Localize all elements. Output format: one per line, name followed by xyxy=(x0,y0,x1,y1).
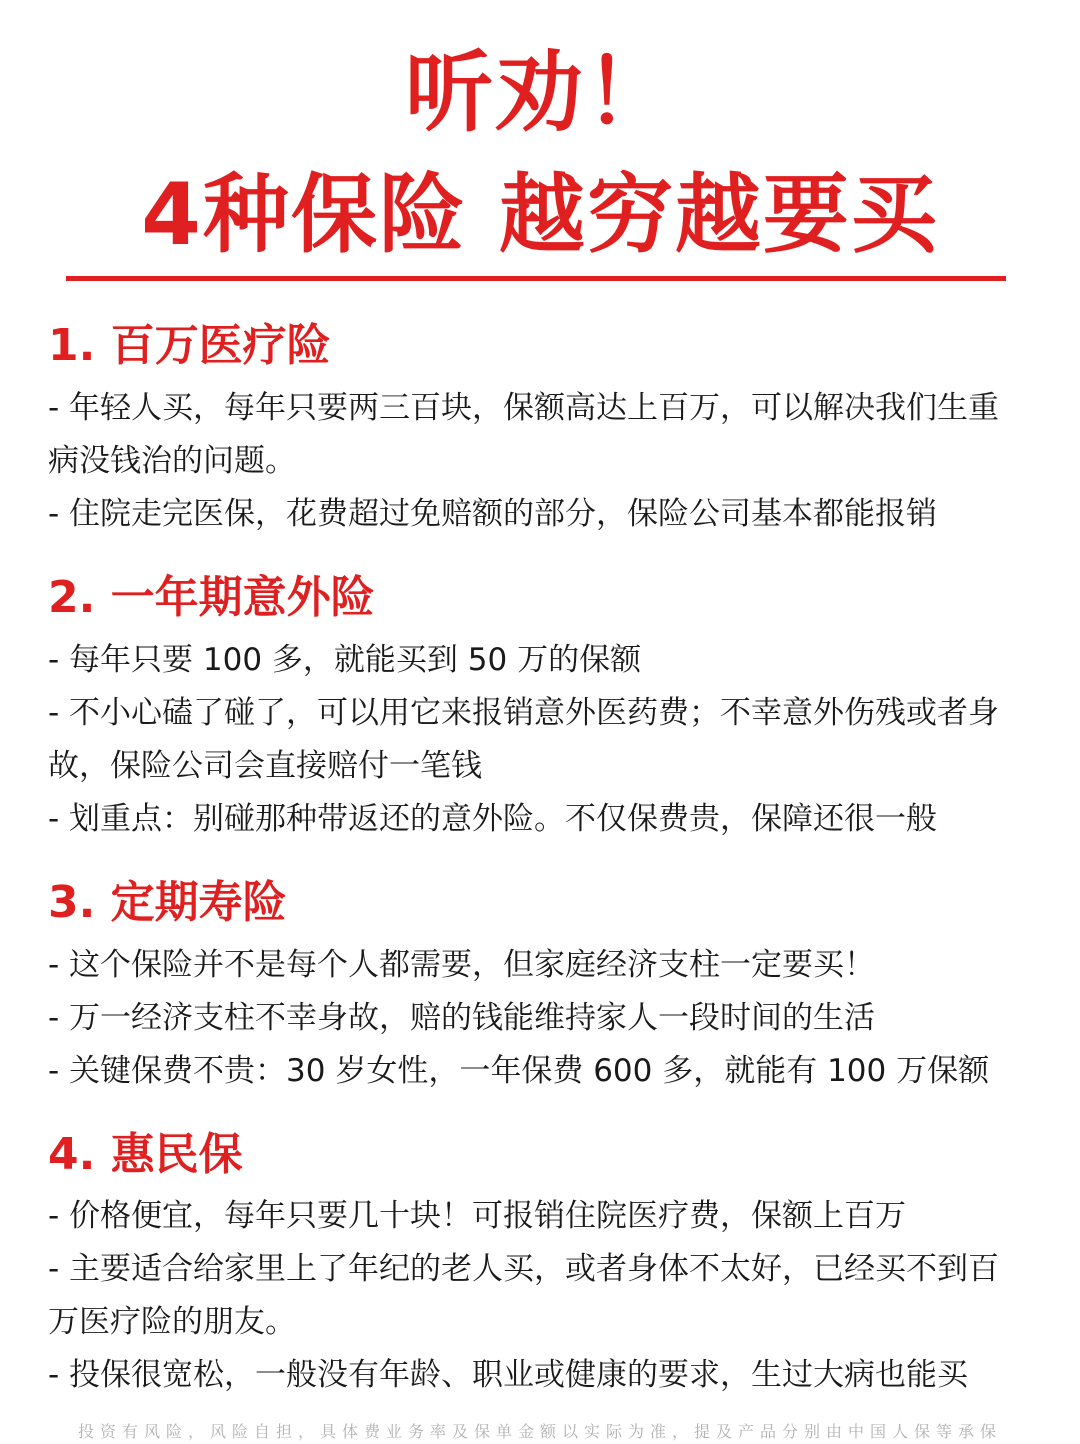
page-title-line-1: 听劝！ xyxy=(404,41,675,144)
footer-disclaimer: 投资有风险，风险自担，具体费业务率及保单金额以实际为准，提及产品分别由中国人保等承保 xyxy=(77,1422,1002,1441)
section-title-2: 2. 一年期意外险 xyxy=(48,572,375,623)
section-4-line-1: - 价格便宜，每年只要几十块！可报销住院医疗费，保额上百万 xyxy=(48,1198,907,1234)
section-title-1: 1. 百万医疗险 xyxy=(48,320,331,371)
section-1-line-1: - 年轻人买，每年只要两三百块，保额高达上百万，可以解决我们生重 xyxy=(48,390,1000,426)
section-4-line-2: - 主要适合给家里上了年纪的老人买，或者身体不太好，已经买不到百 xyxy=(48,1251,1000,1287)
page-title-line-2: 4种保险 越穷越要买 xyxy=(141,165,939,265)
section-4-line-4: - 投保很宽松，一般没有年龄、职业或健康的要求，生过大病也能买 xyxy=(48,1357,969,1393)
section-2-line-2: - 不小心磕了碰了，可以用它来报销意外医药费；不幸意外伤残或者身 xyxy=(48,695,1000,731)
section-2-line-1: - 每年只要 100 多，就能买到 50 万的保额 xyxy=(48,642,642,678)
title-divider xyxy=(66,276,1006,281)
section-3-line-1: - 这个保险并不是每个人都需要，但家庭经济支柱一定要买！ xyxy=(48,947,876,983)
section-1-line-2: 病没钱治的问题。 xyxy=(48,443,296,479)
section-title-4: 4. 惠民保 xyxy=(48,1129,243,1180)
section-title-3: 3. 定期寿险 xyxy=(48,877,287,928)
section-3-line-3: - 关键保费不贵：30 岁女性，一年保费 600 多，就能有 100 万保额 xyxy=(48,1053,990,1089)
section-2-line-4: - 划重点：别碰那种带返还的意外险。不仅保费贵，保障还很一般 xyxy=(48,801,938,837)
section-3-line-2: - 万一经济支柱不幸身故，赔的钱能维持家人一段时间的生活 xyxy=(48,1000,876,1036)
section-2-line-3: 故，保险公司会直接赔付一笔钱 xyxy=(48,748,482,784)
section-1-line-3: - 住院走完医保，花费超过免赔额的部分，保险公司基本都能报销 xyxy=(48,496,938,532)
section-4-line-3: 万医疗险的朋友。 xyxy=(48,1304,296,1340)
